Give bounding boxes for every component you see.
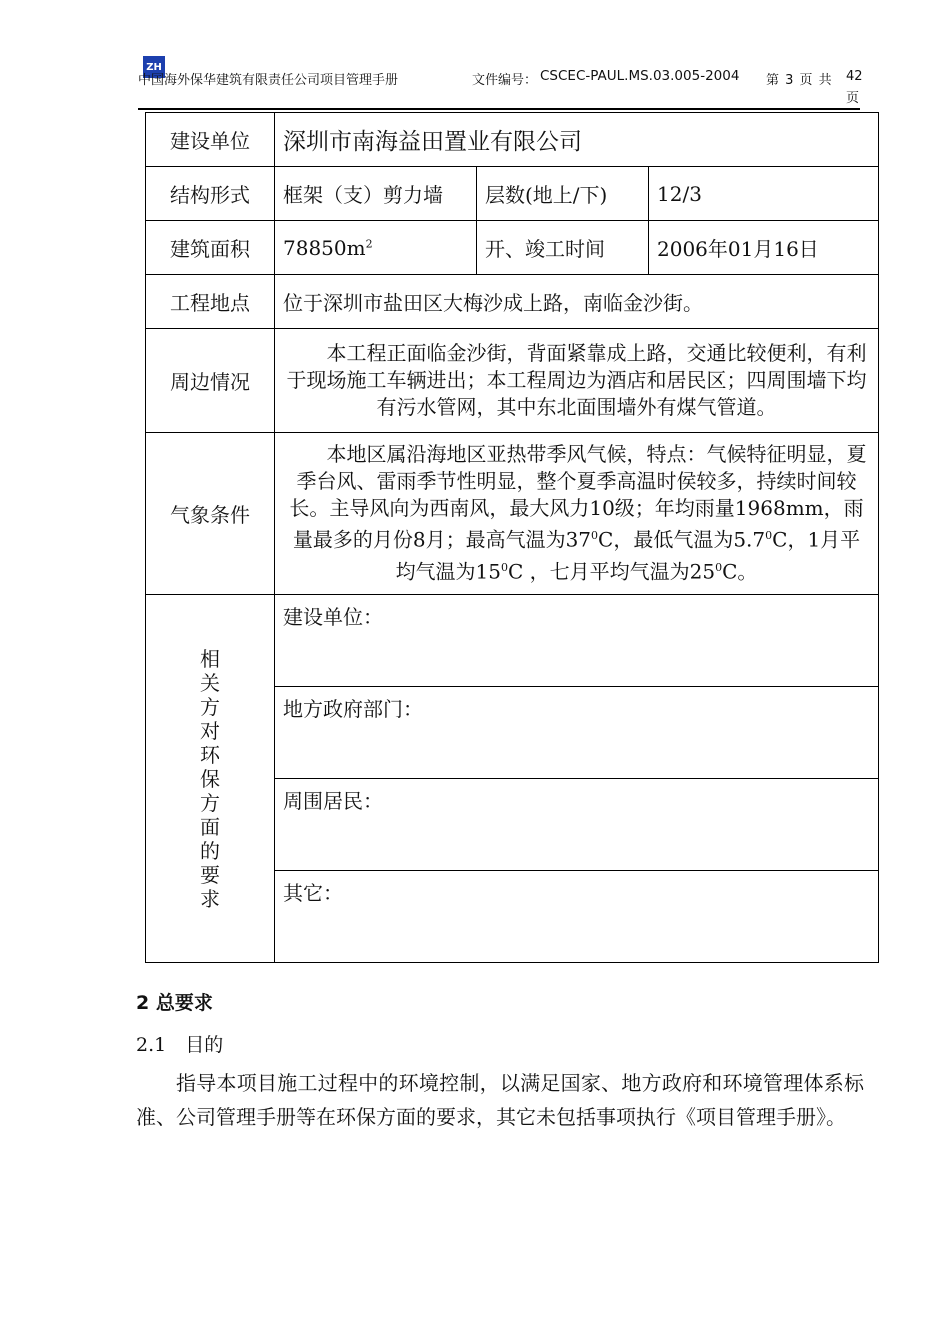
builder-value: 深圳市南海益田置业有限公司 — [275, 113, 879, 167]
floors-value: 12/3 — [649, 167, 879, 221]
requirements-label-char: 求 — [200, 886, 220, 911]
time-value: 2006年01月16日 — [649, 221, 879, 275]
company-logo-icon: ZH — [143, 56, 165, 78]
degree-superscript: 0 — [765, 529, 773, 543]
table-row — [146, 221, 879, 275]
weather-label: 气象条件 — [146, 433, 275, 595]
header-company-name: 中国海外保华建筑有限责任公司项目管理手册 — [138, 73, 399, 88]
header-divider — [138, 108, 860, 110]
req-residents-cell: 周围居民： — [275, 779, 879, 871]
requirements-label-char: 要 — [200, 862, 220, 887]
table-row — [146, 275, 879, 329]
req-government-cell: 地方政府部门： — [275, 687, 879, 779]
structure-label: 结构形式 — [146, 167, 275, 221]
requirements-label-char: 对 — [200, 718, 220, 743]
header-page-number: 第 3 页 共 — [766, 73, 832, 88]
weather-text-part-3: C，1月平均气温为15 — [395, 528, 861, 584]
project-info-table — [145, 112, 879, 963]
header-total-pages: 42 — [846, 69, 863, 84]
requirements-label-char: 环 — [200, 742, 220, 767]
area-number: 78850m — [283, 235, 366, 260]
floors-label: 层数(地上/下) — [477, 167, 649, 221]
req-other-cell: 其它： — [275, 871, 879, 963]
area-superscript: 2 — [365, 236, 373, 250]
requirements-label-char: 关 — [200, 670, 220, 695]
header-page-suffix: 页 — [846, 91, 860, 106]
degree-superscript: 0 — [591, 529, 599, 543]
table-row — [146, 113, 879, 167]
table-row — [146, 167, 879, 221]
area-value — [275, 221, 477, 275]
weather-text-part-2: C，最低气温为5.7 — [598, 528, 766, 552]
weather-text-part-1: 本地区属沿海地区亚热带季风气候，特点：气候特征明显，夏季台风、雷雨季节性明显，整个夏季高温时侯较多，持续时间较长。主导风向为西南风，最大风力10级；年均雨量1968mm，雨量最多的月份8月；最高气温为37 — [289, 442, 867, 552]
degree-superscript: 0 — [715, 561, 723, 574]
requirements-label-char: 方 — [200, 694, 220, 719]
table-row — [146, 329, 879, 433]
header-file-number: CSCEC-PAUL.MS.03.005-2004 — [540, 68, 740, 84]
requirements-label-char: 保 — [200, 766, 220, 791]
subsection-heading: 2.1 目的 — [136, 1034, 224, 1056]
req-builder-cell: 建设单位： — [275, 595, 879, 687]
builder-label: 建设单位 — [146, 113, 275, 167]
table-row — [146, 595, 879, 687]
requirements-label-char: 的 — [200, 838, 220, 863]
requirements-label-char: 方 — [200, 790, 220, 815]
body-paragraph: 指导本项目施工过程中的环境控制，以满足国家、地方政府和环境管理体系标准、公司管理手册等在环保方面的要求，其它未包括事项执行《项目管理手册》。 — [136, 1071, 864, 1129]
weather-text-part-4: C ，七月平均气温为25 — [508, 559, 716, 584]
degree-superscript: 0 — [501, 561, 509, 574]
weather-value — [275, 433, 879, 595]
location-value: 位于深圳市盐田区大梅沙成上路，南临金沙街。 — [275, 275, 879, 329]
surroundings-value: 本工程正面临金沙街，背面紧靠成上路，交通比较便利，有利于现场施工车辆进出；本工程周边为酒店和居民区；四周围墙下均有污水管网，其中东北面围墙外有煤气管道。 — [275, 329, 879, 433]
weather-text-part-5: C。 — [722, 559, 758, 584]
time-label: 开、竣工时间 — [477, 221, 649, 275]
section-heading: 2 总要求 — [136, 992, 213, 1014]
requirements-label-char: 相 — [200, 646, 220, 671]
header-file-number-label: 文件编号： — [472, 73, 538, 88]
area-label: 建筑面积 — [146, 221, 275, 275]
table-row — [146, 433, 879, 595]
requirements-label-char: 面 — [200, 814, 220, 839]
location-label: 工程地点 — [146, 275, 275, 329]
structure-value: 框架（支）剪力墙 — [275, 167, 477, 221]
requirements-label — [146, 595, 275, 963]
surroundings-label: 周边情况 — [146, 329, 275, 433]
